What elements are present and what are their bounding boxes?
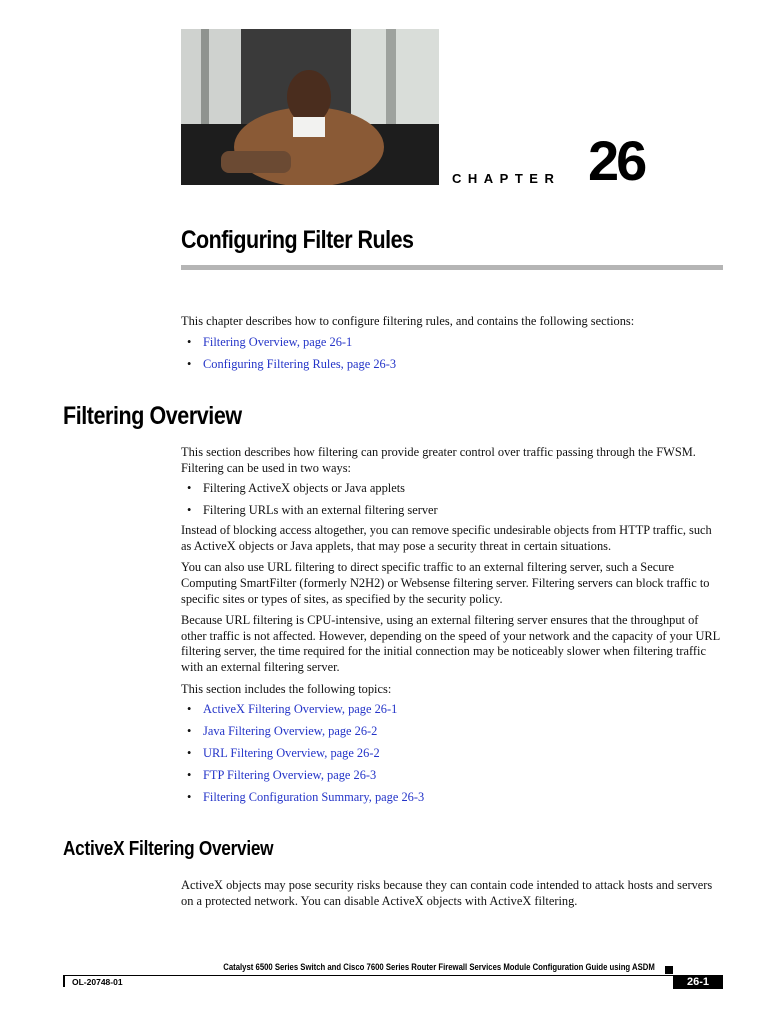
intro-link-list [181,331,723,375]
paragraph: This section includes the following topics: [181,681,392,696]
list-item [181,698,723,720]
footer-guide-title: Catalyst 6500 Series Switch and Cisco 7600 Series Router Firewall Services Module Configuration Guide using ASDM [223,962,655,972]
list-item [181,331,723,353]
title-divider [181,265,723,270]
paragraph: ActiveX objects may pose security risks because they can contain code intended to attack hosts and servers on a protected network. You can disable ActiveX objects with ActiveX filtering. [181,878,713,908]
paragraph: This section describes how filtering can provide greater control over traffic passing through the FWSM. Filtering can be used in two ways: [181,445,696,475]
link-ftp-filtering-overview[interactable]: FTP Filtering Overview, page 26-3 [203,768,377,783]
link-configuring-filtering-rules[interactable]: Configuring Filtering Rules, page 26-3 [203,356,397,371]
list-item [181,786,723,808]
chapter-number: 26 [588,129,645,192]
bullet-icon: • [187,790,192,805]
usage-list [181,477,723,521]
list-item [181,477,723,499]
paragraph: Instead of blocking access altogether, you can remove specific undesirable objects from HTTP traffic, such as ActiveX objects or Java applets, that may pose a security threat in certain situations. [181,523,712,553]
list-item-text: Filtering URLs with an external filtering server [203,503,438,518]
footer-marker [665,966,673,974]
bullet-icon: • [187,768,192,783]
bullet-icon: • [187,746,192,761]
topics-link-list [181,698,723,808]
chapter-photo-illustration [181,29,439,185]
paragraph: You can also use URL filtering to direct specific traffic to an external filtering server, such a Secure Computing SmartFilter (formerly N2H2) or Websense filtering server. Filtering servers can block traffic to specific sites or types of sites, as specified by the security policy. [181,560,710,606]
link-filtering-configuration-summary[interactable]: Filtering Configuration Summary, page 26-3 [203,790,425,805]
footer-tick [63,975,65,987]
section-activex-filtering [181,878,723,909]
footer-doc-id: OL-20748-01 [72,977,123,987]
intro-block [181,314,723,375]
list-item [181,742,723,764]
bullet-icon: • [187,481,192,496]
link-java-filtering-overview[interactable]: Java Filtering Overview, page 26-2 [203,724,378,739]
chapter-label: CHAPTER [452,171,561,186]
bullet-icon: • [187,503,192,518]
section-filtering-overview [181,445,723,808]
list-item [181,499,723,521]
bullet-icon: • [187,702,192,717]
section-heading-filtering-overview: Filtering Overview [63,402,242,430]
section-heading-activex-filtering-overview: ActiveX Filtering Overview [63,838,274,860]
chapter-title: Configuring Filter Rules [181,226,414,254]
footer-page-number: 26-1 [673,975,723,989]
paragraph: Because URL filtering is CPU-intensive, using an external filtering server ensures that the throughput of other traffic is not affected. However, depending on the speed of your network and the capacity of your URL filtering server, the time required for the initial connection may be noticeably slower when filtering traffic with an external filtering server. [181,613,720,674]
list-item-text: Filtering ActiveX objects or Java applets [203,481,405,496]
list-item [181,720,723,742]
bullet-icon: • [187,334,192,349]
chapter-photo [181,29,439,185]
footer-rule [63,975,723,976]
link-url-filtering-overview[interactable]: URL Filtering Overview, page 26-2 [203,746,380,761]
link-activex-filtering-overview[interactable]: ActiveX Filtering Overview, page 26-1 [203,702,398,717]
bullet-icon: • [187,724,192,739]
link-filtering-overview[interactable]: Filtering Overview, page 26-1 [203,334,353,349]
bullet-icon: • [187,356,192,371]
list-item [181,353,723,375]
list-item [181,764,723,786]
intro-paragraph: This chapter describes how to configure filtering rules, and contains the following sections: [181,314,635,328]
